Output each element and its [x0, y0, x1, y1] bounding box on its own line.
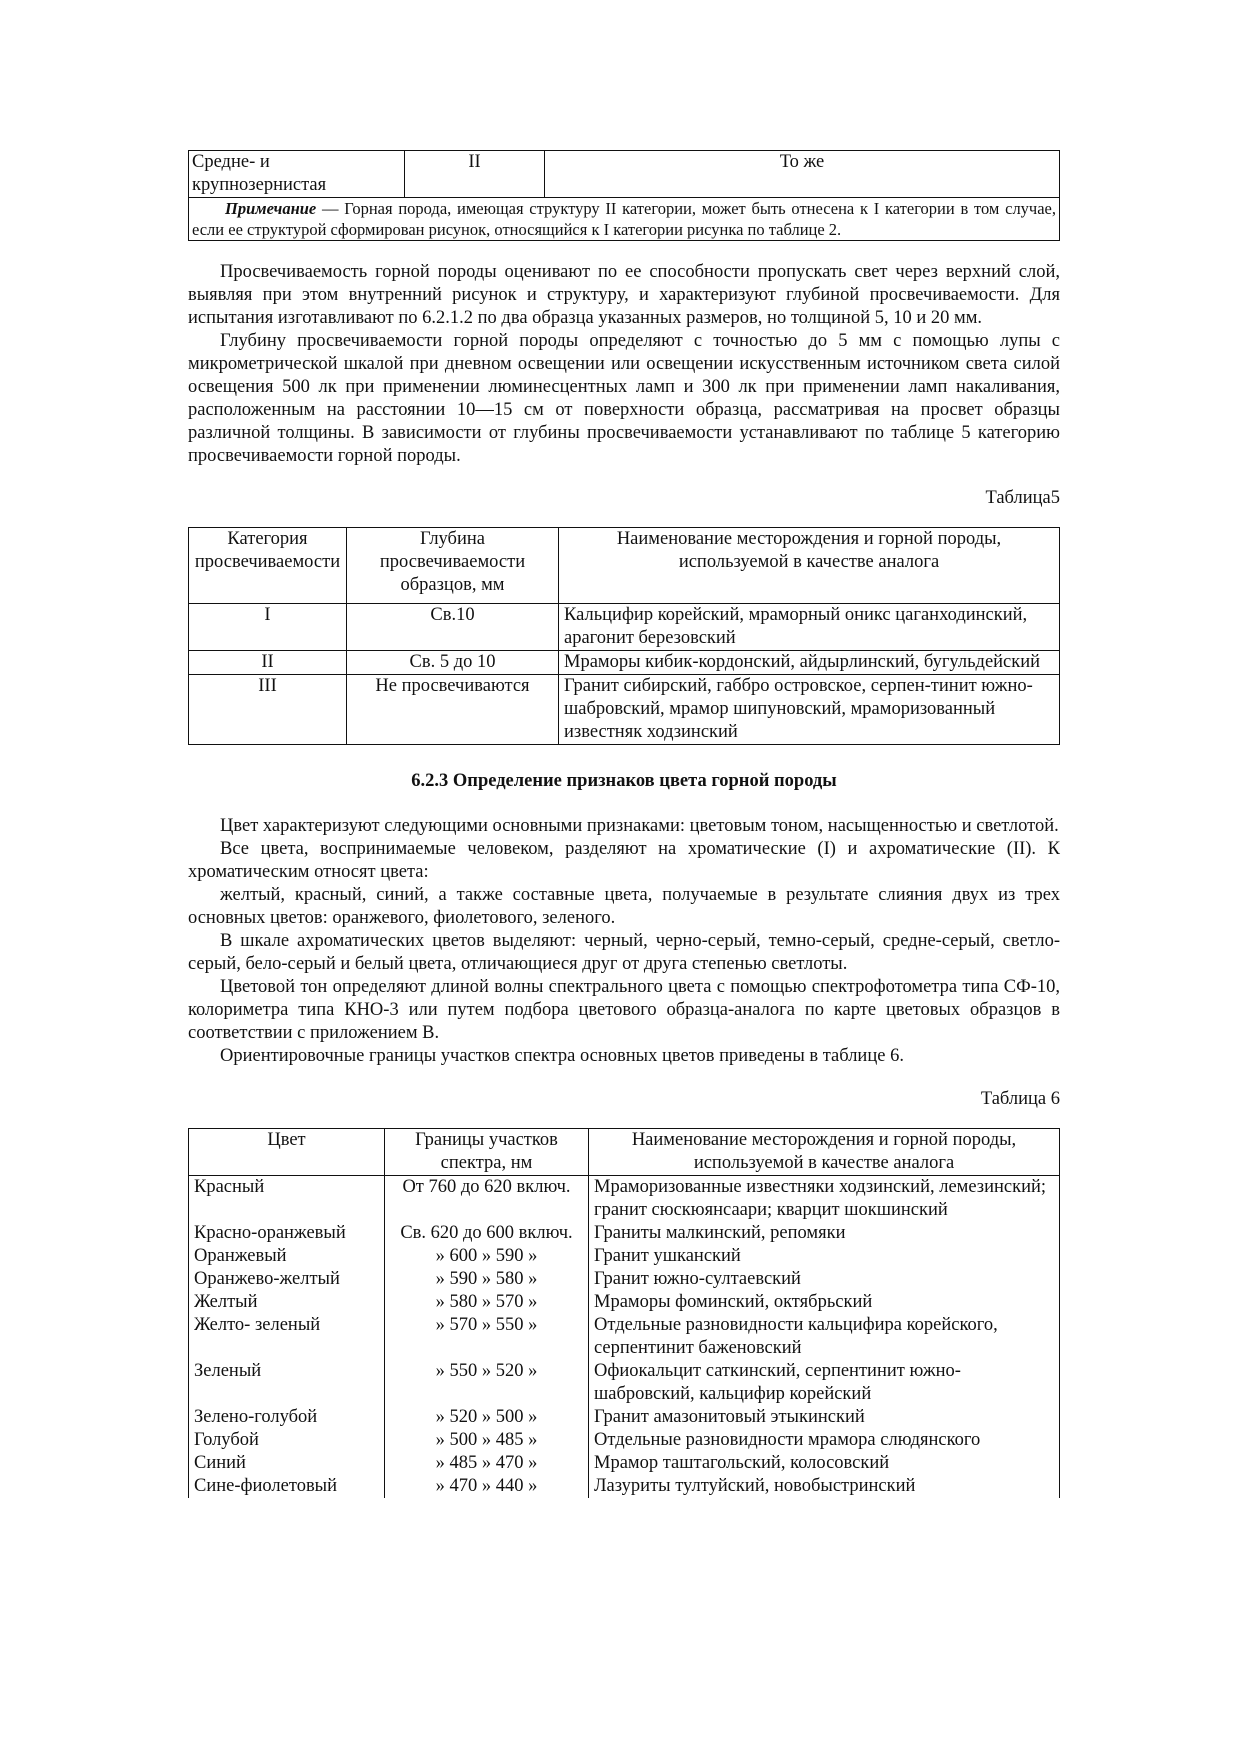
- table-cell: » 500 » 485 »: [385, 1429, 589, 1452]
- table-header-row: [189, 1129, 1060, 1176]
- paragraph: Ориентировочные границы участков спектра основных цветов приведены в таблице 6.: [220, 1046, 904, 1066]
- column-header: Категория просвечиваемости: [189, 528, 347, 604]
- table-cell: Св.10: [347, 604, 559, 651]
- table-cell: Кальцифир корейский, мраморный оникс цаганходинский, арагонит березовский: [559, 604, 1060, 651]
- table-row: [189, 151, 1060, 198]
- table-cell: » 590 » 580 »: [385, 1268, 589, 1291]
- table-cell: Гранит сибирский, габбро островское, серпен-тинит южно-шабровский, мрамор шипуновский, мраморизованный известняк ходзинский: [559, 675, 1060, 745]
- paragraph: Цветовой тон определяют длиной волны спектрального цвета с помощью спектрофотометра типа СФ-10, колориметра типа КНО-3 или путем подбора цветового образца-аналога по карте цветовых образцов в соответствии с приложением В.: [188, 977, 1060, 1043]
- table-row: [189, 1475, 1060, 1498]
- table-header-row: [189, 528, 1060, 604]
- table-cell: Голубой: [189, 1429, 385, 1452]
- column-header: Границы участков спектра, нм: [385, 1129, 589, 1176]
- document-page: [188, 150, 1060, 1498]
- table-cell: Зеленый: [189, 1360, 385, 1406]
- table-cell: Св. 620 до 600 включ.: [385, 1222, 589, 1245]
- table-cell: » 470 » 440 »: [385, 1475, 589, 1498]
- table-row: [189, 1176, 1060, 1223]
- table-cell: » 580 » 570 »: [385, 1291, 589, 1314]
- paragraph: Цвет характеризуют следующими основными признаками: цветовым тоном, насыщенностью и светлотой.: [220, 816, 1059, 836]
- table-5: [188, 527, 1060, 745]
- table-cell: Отдельные разновидности мрамора слюдянского: [589, 1429, 1060, 1452]
- paragraph: Глубину просвечиваемости горной породы определяют с точностью до 5 мм с помощью лупы с микрометрической шкалой при дневном освещении или освещении искусственным источником света силой освещения 500 лк при применении люминесцентных ламп и 300 лк при применении ламп накаливания, расположенным на расстоянии 10—15 см от поверхности образца, рассматривая на просвет образцы различной толщины. В зависимости от глубины просвечиваемости устанавливают по таблице 5 категорию просвечиваемости горной породы.: [188, 331, 1060, 466]
- table-row: [189, 1360, 1060, 1406]
- table-cell: Отдельные разновидности кальцифира корейского, серпентинит баженовский: [589, 1314, 1060, 1360]
- table-cell: Оранжево-желтый: [189, 1268, 385, 1291]
- table-row: [189, 1291, 1060, 1314]
- table-cell: Лазуриты тултуйский, новобыстринский: [589, 1475, 1060, 1498]
- table-cell: » 485 » 470 »: [385, 1452, 589, 1475]
- table-cell: » 550 » 520 »: [385, 1360, 589, 1406]
- table-cell: Св. 5 до 10: [347, 651, 559, 675]
- table-cell: II: [405, 151, 545, 198]
- table-cell: Оранжевый: [189, 1245, 385, 1268]
- table-cell: Граниты малкинский, репомяки: [589, 1222, 1060, 1245]
- table-row: [189, 1245, 1060, 1268]
- table-cell: Зелено-голубой: [189, 1406, 385, 1429]
- table-row: [189, 675, 1060, 745]
- paragraph: В шкале ахроматических цветов выделяют: черный, черно-серый, темно-серый, средне-серый, светло-серый, бело-серый и белый цвета, отличающиеся друг от друга степенью светлоты.: [188, 931, 1060, 974]
- table-cell: Сине-фиолетовый: [189, 1475, 385, 1498]
- paragraph: Просвечиваемость горной породы оценивают по ее способности пропускать свет через верхний слой, выявляя при этом внутренний рисунок и структуру, и характеризуют глубиной просвечиваемости. Для испытания изготавливают по 6.2.1.2 по два образца указанных размеров, но толщиной 5, 10 и 20 мм.: [188, 262, 1060, 328]
- table-row: [189, 604, 1060, 651]
- table-cell: Красно-оранжевый: [189, 1222, 385, 1245]
- table-row: [189, 1222, 1060, 1245]
- table-cell: II: [189, 651, 347, 675]
- note-text: — Горная порода, имеющая структуру II категории, может быть отнесена к I категории в том случае, если ее структурой сформирован рисунок, относящийся к I категории рисунка по таблице 2.: [192, 199, 1056, 239]
- table-row: [189, 1314, 1060, 1360]
- table-cell: Желто- зеленый: [189, 1314, 385, 1360]
- table-cell: То же: [545, 151, 1060, 198]
- note-label: Примечание: [225, 199, 317, 218]
- paragraph: желтый, красный, синий, а также составные цвета, получаемые в результате слияния двух из трех основных цветов: оранжевого, фиолетового, зеленого.: [188, 885, 1060, 928]
- table-structure-continued: [188, 150, 1060, 241]
- table-cell: » 570 » 550 »: [385, 1314, 589, 1360]
- column-header: Цвет: [189, 1129, 385, 1176]
- table-cell: Желтый: [189, 1291, 385, 1314]
- table-cell: » 520 » 500 »: [385, 1406, 589, 1429]
- table-row: [189, 1406, 1060, 1429]
- table-cell: Красный: [189, 1176, 385, 1223]
- table-cell: I: [189, 604, 347, 651]
- table-cell: Мрамор таштагольский, колосовский: [589, 1452, 1060, 1475]
- table-cell: Средне- и крупнозернистая: [189, 151, 405, 198]
- table-row: [189, 651, 1060, 675]
- table-cell: Мраморы фоминский, октябрьский: [589, 1291, 1060, 1314]
- table-cell: Мраморы кибик-кордонский, айдырлинский, бугульдейский: [559, 651, 1060, 675]
- column-header: Наименование месторождения и горной породы, используемой в качестве аналога: [589, 1129, 1060, 1176]
- table-cell: Мраморизованные известняки ходзинский, лемезинский; гранит сюскюянсаари; кварцит шокшинский: [589, 1176, 1060, 1223]
- table-caption: Таблица 6: [980, 1089, 1060, 1109]
- table-cell: Гранит южно-султаевский: [589, 1268, 1060, 1291]
- table-note: [189, 198, 1060, 241]
- table-row: [189, 1268, 1060, 1291]
- table-cell: Не просвечиваются: [347, 675, 559, 745]
- table-cell: Гранит ушканский: [589, 1245, 1060, 1268]
- table-caption: Таблица5: [985, 488, 1060, 508]
- table-cell: Гранит амазонитовый этыкинский: [589, 1406, 1060, 1429]
- column-header: Наименование месторождения и горной породы, используемой в качестве аналога: [559, 528, 1060, 604]
- table-row: [189, 1452, 1060, 1475]
- table-cell: III: [189, 675, 347, 745]
- table-row: [189, 1429, 1060, 1452]
- table-cell: » 600 » 590 »: [385, 1245, 589, 1268]
- paragraph: Все цвета, воспринимаемые человеком, разделяют на хроматические (I) и ахроматические (II). К хроматическим относят цвета:: [188, 839, 1060, 882]
- column-header: Глубина просвечиваемости образцов, мм: [347, 528, 559, 604]
- table-6: [188, 1128, 1060, 1498]
- section-heading: 6.2.3 Определение признаков цвета горной породы: [411, 771, 837, 791]
- table-cell: Синий: [189, 1452, 385, 1475]
- table-cell: От 760 до 620 включ.: [385, 1176, 589, 1223]
- table-row: [189, 198, 1060, 241]
- table-cell: Офиокальцит саткинский, серпентинит южно-шабровский, кальцифир корейский: [589, 1360, 1060, 1406]
